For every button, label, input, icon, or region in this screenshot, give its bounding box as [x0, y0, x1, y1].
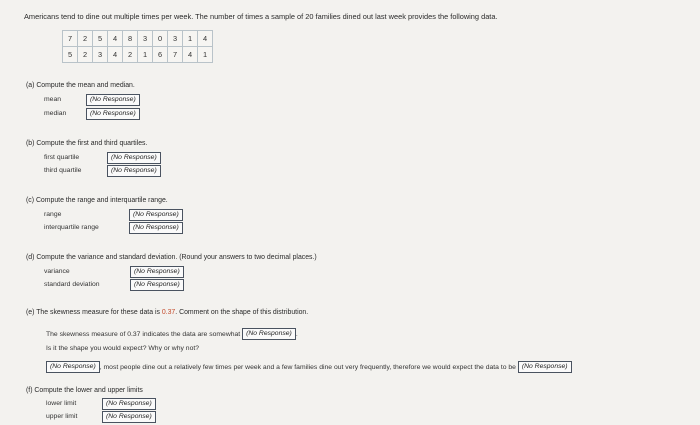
- table-cell: 1: [183, 31, 198, 47]
- upper-limit-response[interactable]: (No Response): [102, 411, 156, 423]
- lower-limit-label: lower limit: [46, 400, 77, 407]
- third-quartile-response[interactable]: (No Response): [107, 165, 161, 177]
- table-cell: 4: [108, 31, 123, 47]
- iqr-response[interactable]: (No Response): [129, 222, 183, 234]
- table-cell: 4: [183, 47, 198, 63]
- table-cell: 2: [78, 31, 93, 47]
- sd-response[interactable]: (No Response): [130, 279, 184, 291]
- skew-shape-response[interactable]: (No Response): [242, 328, 296, 340]
- table-cell: 2: [123, 47, 138, 63]
- skew-value: 0.37: [161, 309, 176, 316]
- part-d-title: (d) Compute the variance and standard deviation. (Round your answers to two decimal places.): [26, 254, 317, 261]
- sd-label: standard deviation: [44, 281, 100, 288]
- first-quartile-label: first quartile: [44, 154, 80, 161]
- expect-line-text: , most people dine out a relatively few times per week and a few families dine out very frequently, therefore we would expect the data to be: [99, 363, 516, 371]
- part-b-title: (b) Compute the first and third quartiles.: [26, 140, 148, 147]
- table-cell: 8: [123, 31, 138, 47]
- skew-line-period: .: [295, 330, 298, 338]
- part-a-title: (a) Compute the mean and median.: [26, 82, 135, 89]
- range-response[interactable]: (No Response): [129, 209, 183, 221]
- table-cell: 4: [108, 47, 123, 63]
- part-f-title: (f) Compute the lower and upper limits: [26, 387, 143, 394]
- range-label: range: [44, 211, 62, 218]
- table-cell: 5: [63, 47, 78, 63]
- table-cell: 7: [63, 31, 78, 47]
- table-cell: 1: [198, 47, 213, 63]
- expect-yes-no-response[interactable]: (No Response): [46, 361, 100, 373]
- part-e-title: [26, 309, 308, 316]
- iqr-label: interquartile range: [44, 224, 99, 231]
- mean-label: mean: [44, 96, 62, 103]
- skew-line-text: The skewness measure of 0.37 indicates the data are somewhat: [46, 330, 241, 338]
- skew-line: [46, 328, 298, 340]
- data-table: [62, 30, 213, 63]
- third-quartile-label: third quartile: [44, 167, 82, 174]
- table-cell: 4: [198, 31, 213, 47]
- expect-shape-response[interactable]: (No Response): [518, 361, 572, 373]
- part-e-title-post: . Comment on the shape of this distribution.: [175, 309, 309, 316]
- part-c-title: (c) Compute the range and interquartile range.: [26, 197, 168, 204]
- lower-limit-response[interactable]: (No Response): [102, 398, 156, 410]
- table-cell: 3: [93, 47, 108, 63]
- table-row: [63, 47, 213, 63]
- intro-text: Americans tend to dine out multiple times per week. The number of times a sample of 20 families dined out last week provides the following data.: [24, 12, 498, 21]
- table-cell: 5: [93, 31, 108, 47]
- variance-response[interactable]: (No Response): [130, 266, 184, 278]
- table-cell: 7: [168, 47, 183, 63]
- table-cell: 0: [153, 31, 168, 47]
- table-row: [63, 31, 213, 47]
- table-cell: 2: [78, 47, 93, 63]
- variance-label: variance: [44, 268, 70, 275]
- upper-limit-label: upper limit: [46, 413, 78, 420]
- expect-line: [46, 361, 572, 373]
- table-cell: 3: [168, 31, 183, 47]
- first-quartile-response[interactable]: (No Response): [107, 152, 161, 164]
- mean-response[interactable]: (No Response): [86, 94, 140, 106]
- part-e-title-pre: (e) The skewness measure for these data is: [26, 309, 162, 316]
- expect-question: Is it the shape you would expect? Why or why not?: [46, 345, 200, 352]
- table-cell: 6: [153, 47, 168, 63]
- table-cell: 3: [138, 31, 153, 47]
- median-response[interactable]: (No Response): [86, 108, 140, 120]
- median-label: median: [44, 110, 67, 117]
- table-cell: 1: [138, 47, 153, 63]
